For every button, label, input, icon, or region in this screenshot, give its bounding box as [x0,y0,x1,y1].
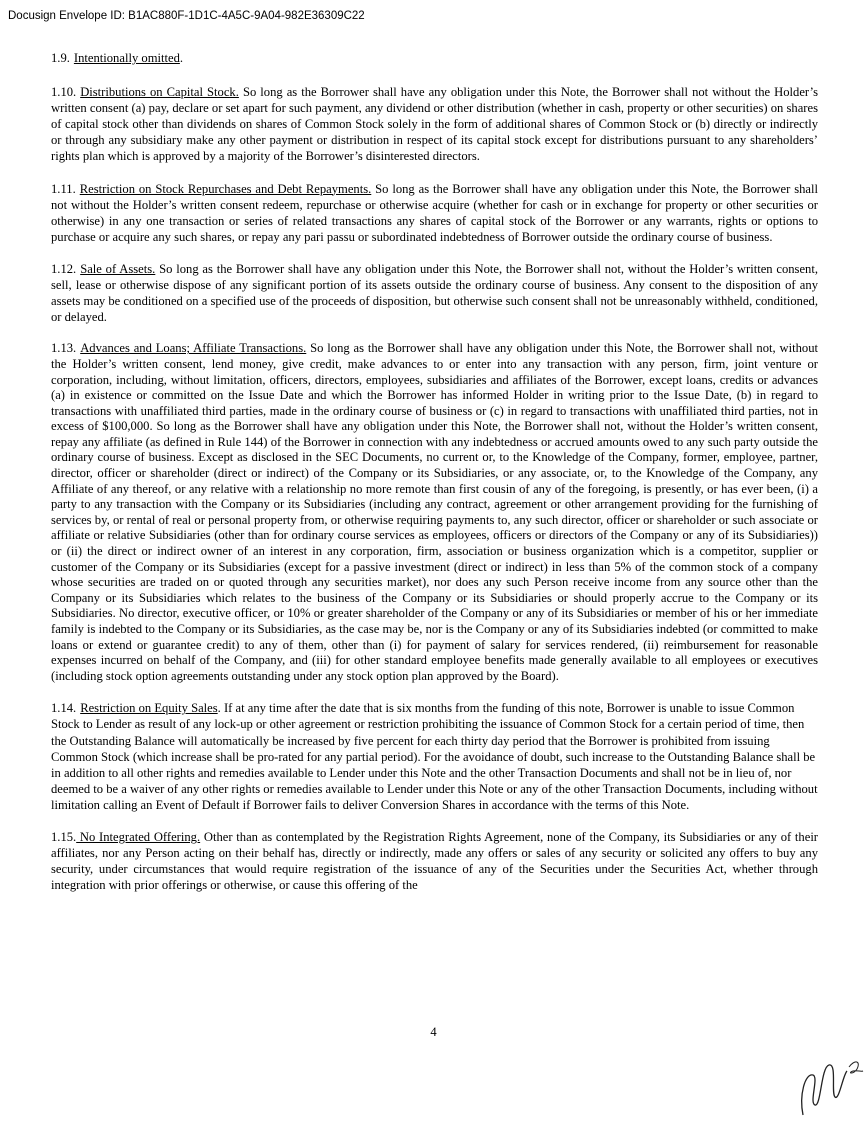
section-1-13 [51,341,818,684]
section-number: 1.9. [51,51,70,65]
section-heading: Intentionally omitted [73,51,180,65]
docusign-envelope-id: Docusign Envelope ID: B1AC880F-1D1C-4A5C-9A04-982E36309C22 [8,10,365,22]
section-1-10 [51,84,818,164]
section-heading: Restriction on Equity Sales [80,701,218,716]
section-heading: Restriction on Stock Repurchases and Debt Repayments. [79,181,372,196]
section-number: 1.11. [51,181,76,196]
page-number: 4 [430,1025,437,1039]
section-body: Other than as contemplated by the Registration Rights Agreement, none of the Company, its Subsidiaries or any of their affiliates, nor any Person acting on their behalf has, directly or indirectly, made any offers or sales of any security or solicited any offers to buy any security, under circumstances that would require registration of the issuance of any of the Securities under the Securities Act, whether through integration with prior offerings or otherwise, or cause this offering of the [51,830,819,893]
section-body: . If at any time after the date that is six months from the funding of this note, Borrower is unable to issue Common Stock to Lender as result of any lock-up or other agreement or restriction prohibiting the issuance of Common Stock for a certain period of time, then the Outstanding Balance will automatically be increased by five percent for each thirty day period that the Borrower is prohibited from issuing Common Stock (which increase shall be pro-rated for any partial period). For the avoidance of doubt, such increase to the Outstanding Balance shall be in addition to all other rights and remedies available to Lender under this Note and the other Transaction Documents and shall not be in lieu of, nor deemed to be a waiver of any other rights or remedies available to Lender under this Note or any of the other Transaction Documents, including without limitation calling an Event of Default if Borrower fails to deliver Conversion Shares in accordance with the terms of this Note. [51,701,818,812]
section-1-9 [51,50,818,66]
section-number: 1.12. [51,261,77,276]
section-number: 1.14. [51,701,77,716]
section-number: 1.10. [51,85,77,100]
section-heading: Distributions on Capital Stock. [80,85,239,100]
section-heading: No Integrated Offering. [76,830,201,845]
section-1-11 [51,181,818,245]
section-1-14 [51,700,818,813]
section-1-15 [51,829,818,893]
section-body: So long as the Borrower shall have any obligation under this Note, the Borrower shall not, without the Holder’s written consent, lend money, give credit, make advances to or enter into any transaction with any person, firm, joint venture or corporation, including, without limitation, officers, directors, employees, subsidiaries and affiliates of the Borrower, except loans, credits or advances (a) in existence or committed on the Issue Date and which the Borrower has informed Holder in writing prior to the Issue Date, (b) in regard to transactions with unaffiliated third parties, made in the ordinary course of business or (c) in regard to transactions with unaffiliated third parties, not in excess of $100,000. So long as the Borrower shall have any obligation under this Note, the Borrower shall not, without the Holder’s written consent, repay any affiliate (as defined in Rule 144) of the Borrower in connection with any indebtedness or accrued amounts owed to any such party outside the ordinary course of business. Except as disclosed in the SEC Documents, no current or, to the Knowledge of the Company, former, employee, partner, director, officer or shareholder (direct or indirect) of the Company or its Subsidiaries, or any associate, or, to the Knowledge of the Company, any Affiliate of any thereof, or any relative with a relationship no more remote than first cousin of any of the foregoing, is presently, or has ever been, (i) a party to any transaction with the Company or its Subsidiaries (including any contract, agreement or other arrangement providing for the furnishing of services by, or rental of real or personal property from, or otherwise requiring payments to, any such director, officer or shareholder or such associate or affiliate or relative Subsidiaries (other than for ordinary course services as employees, officers or directors of the Company or any of its Subsidiaries)) or (ii) the direct or indirect owner of an interest in any corporation, firm, association or business organization which is a competitor, supplier or customer of the Company or its Subsidiaries (except for a passive investment (direct or indirect) in less than 5% of the common stock of a company whose securities are traded on or quoted through any securities market), nor does any such Person receive income from any source other than the Company or its Subsidiaries which relates to the business of the Company or its Subsidiaries or should properly accrue to the Company or its Subsidiaries. No director, executive officer, or 10% or greater shareholder of the Company or any of its Subsidiaries or member of his or her immediate family is indebted to the Company or its Subsidiaries, as the case may be, nor is the Company or any of its Subsidiaries indebted (or committed to make loans or extend or guarantee credit) to any of them, other than (i) for payment of salary for services rendered, (ii) reimbursement for reasonable expenses incurred on behalf of the Company, and (iii) for other standard employee benefits made generally available to all employees or executives (including stock option agreements outstanding under any stock option plan approved by the Board). [51,341,818,683]
section-heading: Advances and Loans; Affiliate Transactions. [80,341,307,356]
section-body: So long as the Borrower shall have any obligation under this Note, the Borrower shall not, without the Holder’s written consent, sell, lease or otherwise dispose of any significant portion of its assets outside the ordinary course of business. Any consent to the disposition of any assets may be conditioned on a specified use of the proceeds of disposition, but otherwise such consent shall not be unreasonably withheld, conditioned, or delayed. [51,261,818,325]
section-1-12 [51,261,818,325]
document-body [51,50,818,909]
section-body: So long as the Borrower shall have any obligation under this Note, the Borrower shall not without the Holder’s written consent redeem, repurchase or otherwise acquire (whether for cash or in exchange for property or other securities or otherwise) in any one transaction or series of related transactions any shares of capital stock of the Borrower or any warrants, rights or options to purchase or acquire any such shares, or repay any pari passu or subordinated indebtedness of Borrower outside the ordinary course of business. [51,181,818,244]
initials-signature [795,1045,865,1120]
section-number: 1.13. [51,341,77,356]
section-body: So long as the Borrower shall have any obligation under this Note, the Borrower shall not without the Holder’s written consent (a) pay, declare or set apart for such payment, any dividend or other distribution (whether in cash, property or other securities) on shares of capital stock other than dividends on shares of Common Stock solely in the form of additional shares of Common Stock or (b) directly or indirectly or through any subsidiary make any other payment or distribution in respect of its capital stock except for distributions pursuant to any shareholders’ rights plan which is approved by a majority of the Borrower’s disinterested directors. [51,85,818,164]
section-body: . [179,51,184,65]
section-heading: Sale of Assets. [80,261,156,276]
section-number: 1.15. [51,830,77,845]
